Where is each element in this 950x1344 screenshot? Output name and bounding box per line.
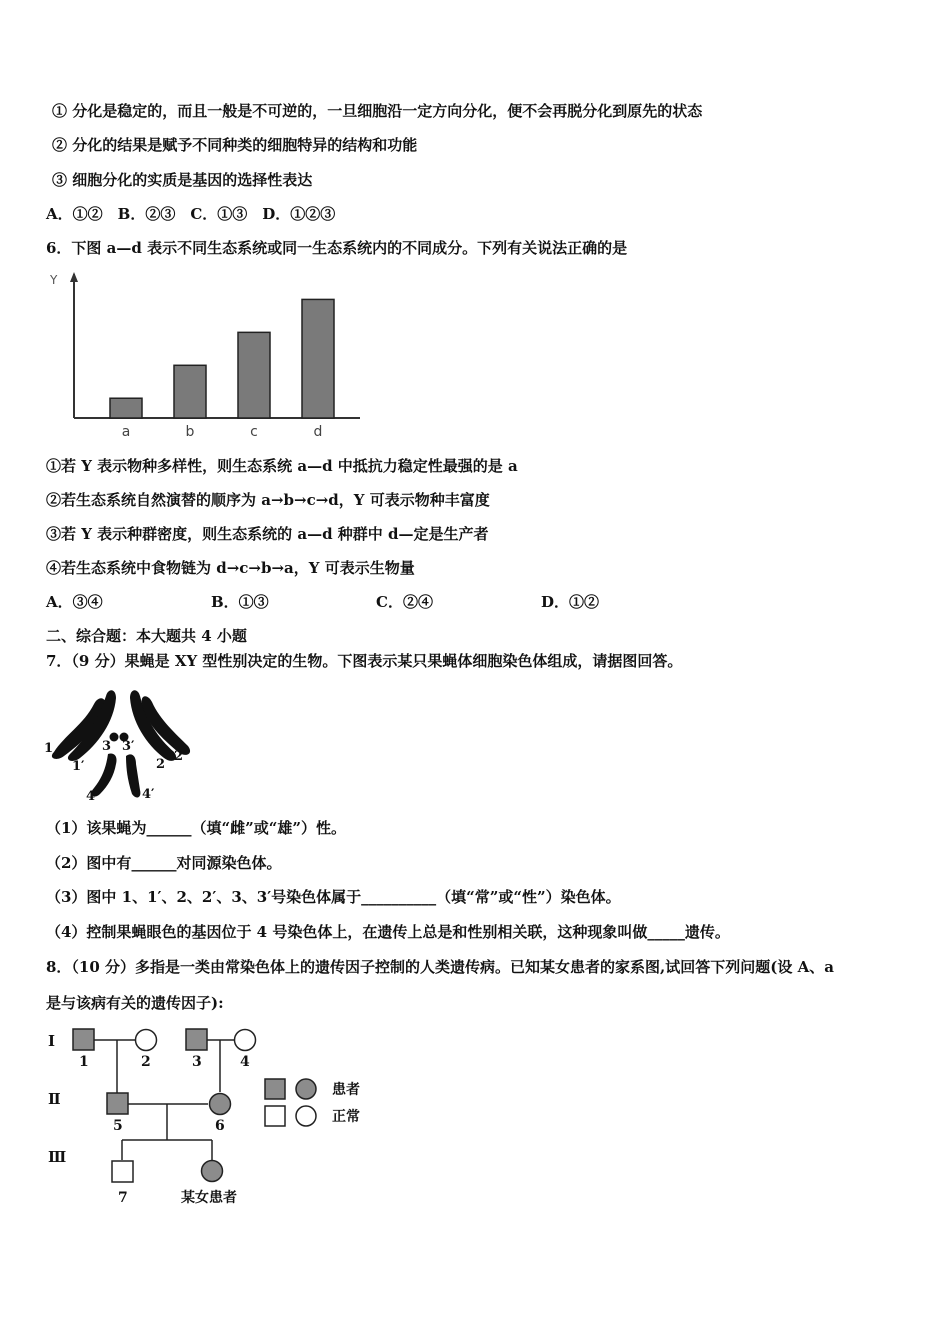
proband-label: 某女患者 xyxy=(181,1190,237,1206)
member-label-2: 2 xyxy=(141,1054,151,1070)
x-tick-label-d: d xyxy=(313,424,323,440)
legend-affected-label: 患者 xyxy=(332,1082,360,1098)
legend-normal-square xyxy=(265,1106,285,1126)
generation-2: Ⅱ xyxy=(48,1090,61,1108)
member-2-normal-female xyxy=(136,1030,157,1051)
label-2-prime: 2′ xyxy=(174,749,187,764)
label-3: 3 xyxy=(102,739,112,754)
q6-option-c: C．②④ xyxy=(376,593,433,611)
chart-plot-area xyxy=(49,272,360,440)
bar-d xyxy=(302,299,334,418)
q5-statement-2: ② 分化的结果是赋予不同种类的细胞特异的结构和功能 xyxy=(52,136,418,154)
q5-options: A．①② B．②③ C．①③ D．①②③ xyxy=(46,205,336,223)
member-1-affected-male xyxy=(73,1029,94,1050)
member-label-7: 7 xyxy=(118,1190,128,1206)
q6-option-b: B．①③ xyxy=(211,593,269,611)
member-label-3: 3 xyxy=(192,1054,202,1070)
label-1-prime: 1′ xyxy=(72,759,85,774)
member-6-affected-female xyxy=(210,1094,231,1115)
x-tick-label-b: b xyxy=(185,424,195,440)
legend-normal-label: 正常 xyxy=(332,1109,360,1125)
q7-stem: 7．（9 分）果蝇是 XY 型性别决定的生物。下图表示某只果蝇体细胞染色体组成，请据图回答。 xyxy=(46,652,683,670)
y-axis-label: Y xyxy=(50,273,58,287)
member-label-6: 6 xyxy=(215,1118,225,1134)
q6-statement-2: ②若生态系统自然演替的顺序为 a→b→c→d，Y 可表示物种丰富度 xyxy=(46,491,490,509)
q6-statement-1: ①若 Y 表示物种多样性，则生态系统 a—d 中抵抗力稳定性最强的是 a xyxy=(46,457,518,475)
chromosome-4 xyxy=(92,753,117,796)
q5-statement-3: ③ 细胞分化的实质是基因的选择性表达 xyxy=(52,171,313,189)
x-tick-label-c: c xyxy=(250,424,258,440)
member-5-affected-male xyxy=(107,1093,128,1114)
label-2: 2 xyxy=(156,757,166,772)
q7-question-3: （3）图中 1、1′、2、2′、3、3′号染色体属于__________（填“常”或“性”）染色体。 xyxy=(46,888,621,906)
section-title: 二、综合题：本大题共 4 小题 xyxy=(46,627,247,645)
q5-statement-1: ① 分化是稳定的，而且一般是不可逆的，一旦细胞沿一定方向分化，便不会再脱分化到原先的状态 xyxy=(52,102,703,120)
member-3-affected-male xyxy=(186,1029,207,1050)
member-4-normal-female xyxy=(235,1030,256,1051)
q6-statement-4: ④若生态系统中食物链为 d→c→b→a，Y 可表示生物量 xyxy=(46,559,415,577)
q6-option-a: A．③④ xyxy=(46,593,103,611)
label-4-prime: 4′ xyxy=(142,787,155,802)
legend-affected-square xyxy=(265,1079,285,1099)
chromosome-4-prime xyxy=(126,754,140,797)
proband-affected-female xyxy=(202,1161,223,1182)
label-3-prime: 3′ xyxy=(122,739,135,754)
label-1: 1 xyxy=(44,741,54,756)
label-4: 4 xyxy=(86,789,96,804)
legend-affected-circle xyxy=(296,1079,316,1099)
q6-statement-3: ③若 Y 表示种群密度，则生态系统的 a—d 种群中 d—定是生产者 xyxy=(46,525,489,543)
q6-stem: 6．下图 a—d 表示不同生态系统或同一生态系统内的不同成分。下列有关说法正确的是 xyxy=(46,239,628,257)
q6-bar-chart xyxy=(40,266,380,446)
bar-c xyxy=(238,332,270,418)
member-label-5: 5 xyxy=(113,1118,123,1134)
q8-stem-line1: 8．（10 分）多指是一类由常染色体上的遗传因子控制的人类遗传病。已知某女患者的家系图,试回答下列问题(设 A、a xyxy=(46,958,834,976)
q6-option-d: D．①② xyxy=(541,593,600,611)
q7-question-4: （4）控制果蝇眼色的基因位于 4 号染色体上，在遗传上总是和性别相关联，这种现象叫做_____遗传。 xyxy=(46,923,730,941)
q8-stem-line2: 是与该病有关的遗传因子): xyxy=(46,994,224,1012)
bar-b xyxy=(174,365,206,418)
q8-pedigree xyxy=(42,1020,382,1210)
y-axis-arrow xyxy=(70,272,78,282)
q7-chromosome-figure xyxy=(42,682,202,807)
q7-question-1: （1）该果蝇为______（填“雌”或“雄”）性。 xyxy=(46,819,346,837)
bar-a xyxy=(110,398,142,418)
q7-question-2: （2）图中有______对同源染色体。 xyxy=(46,854,282,872)
member-label-1: 1 xyxy=(79,1054,89,1070)
member-7-normal-male xyxy=(112,1161,133,1182)
generation-1: Ⅰ xyxy=(48,1032,56,1050)
x-tick-label-a: a xyxy=(121,424,131,440)
legend-normal-circle xyxy=(296,1106,316,1126)
member-label-4: 4 xyxy=(240,1054,250,1070)
generation-3: Ⅲ xyxy=(48,1148,67,1166)
